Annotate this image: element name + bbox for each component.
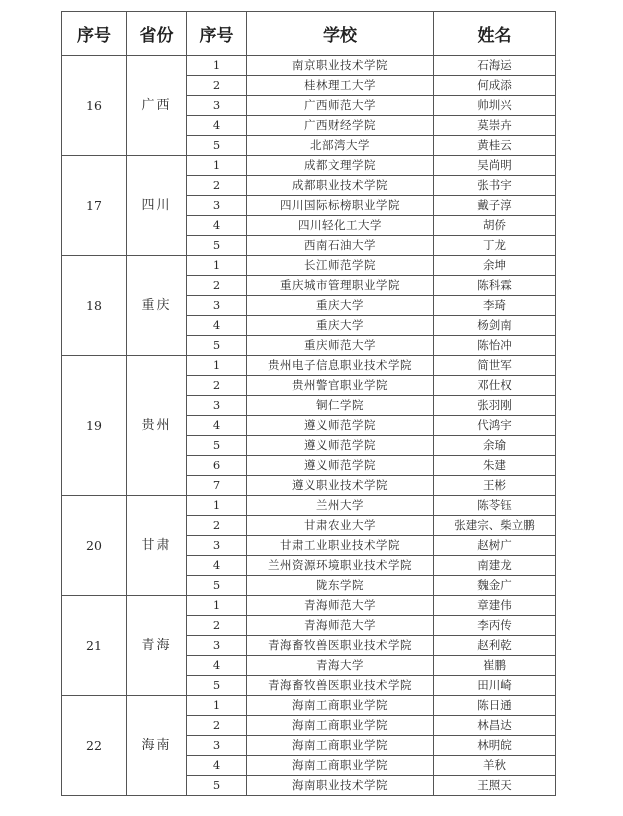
person-name-cell: 张建宗、柴立鹏: [434, 516, 556, 536]
header-name: 姓名: [434, 12, 556, 56]
person-name-cell: 陈日通: [434, 696, 556, 716]
row-number-cell: 5: [187, 776, 247, 796]
row-number-cell: 2: [187, 176, 247, 196]
row-number-cell: 3: [187, 196, 247, 216]
person-name-cell: 王彬: [434, 476, 556, 496]
school-cell: 陇东学院: [247, 576, 434, 596]
table-row: [62, 496, 556, 516]
row-number-cell: 1: [187, 696, 247, 716]
row-number-cell: 7: [187, 476, 247, 496]
person-name-cell: 余瑜: [434, 436, 556, 456]
table-header: [62, 12, 556, 56]
school-cell: 成都职业技术学院: [247, 176, 434, 196]
row-number-cell: 1: [187, 496, 247, 516]
table-row: [62, 696, 556, 716]
school-cell: 四川国际标榜职业学院: [247, 196, 434, 216]
school-cell: 遵义师范学院: [247, 416, 434, 436]
person-name-cell: 陈科霖: [434, 276, 556, 296]
person-name-cell: 南建龙: [434, 556, 556, 576]
person-name-cell: 李丙传: [434, 616, 556, 636]
table-row: [62, 596, 556, 616]
school-cell: 南京职业技术学院: [247, 56, 434, 76]
province-cell: 广西: [127, 56, 187, 156]
school-cell: 贵州电子信息职业技术学院: [247, 356, 434, 376]
province-cell: 四川: [127, 156, 187, 256]
person-name-cell: 帅圳兴: [434, 96, 556, 116]
group-number-cell: 17: [62, 156, 127, 256]
table-body: [62, 56, 556, 796]
person-name-cell: 黄桂云: [434, 136, 556, 156]
row-number-cell: 3: [187, 396, 247, 416]
row-number-cell: 3: [187, 96, 247, 116]
header-province: 省份: [127, 12, 187, 56]
group-number-cell: 22: [62, 696, 127, 796]
school-cell: 甘肃农业大学: [247, 516, 434, 536]
row-number-cell: 4: [187, 316, 247, 336]
row-number-cell: 1: [187, 256, 247, 276]
row-number-cell: 1: [187, 356, 247, 376]
row-number-cell: 5: [187, 136, 247, 156]
row-number-cell: 2: [187, 76, 247, 96]
school-cell: 海南职业技术学院: [247, 776, 434, 796]
school-cell: 青海大学: [247, 656, 434, 676]
person-name-cell: 戴子淳: [434, 196, 556, 216]
school-cell: 青海师范大学: [247, 596, 434, 616]
row-number-cell: 5: [187, 236, 247, 256]
group-number-cell: 21: [62, 596, 127, 696]
school-cell: 兰州大学: [247, 496, 434, 516]
school-cell: 青海畜牧兽医职业技术学院: [247, 636, 434, 656]
header-school: 学校: [247, 12, 434, 56]
group-number-cell: 20: [62, 496, 127, 596]
person-name-cell: 余坤: [434, 256, 556, 276]
school-cell: 海南工商职业学院: [247, 736, 434, 756]
school-cell: 青海师范大学: [247, 616, 434, 636]
group-number-cell: 18: [62, 256, 127, 356]
person-name-cell: 石海运: [434, 56, 556, 76]
person-name-cell: 魏金广: [434, 576, 556, 596]
row-number-cell: 4: [187, 216, 247, 236]
person-name-cell: 简世军: [434, 356, 556, 376]
row-number-cell: 4: [187, 556, 247, 576]
row-number-cell: 4: [187, 756, 247, 776]
person-name-cell: 张书宇: [434, 176, 556, 196]
row-number-cell: 6: [187, 456, 247, 476]
person-name-cell: 张羽刚: [434, 396, 556, 416]
school-cell: 重庆大学: [247, 296, 434, 316]
person-name-cell: 赵利乾: [434, 636, 556, 656]
person-name-cell: 丁龙: [434, 236, 556, 256]
table-row: [62, 256, 556, 276]
row-number-cell: 4: [187, 416, 247, 436]
school-cell: 铜仁学院: [247, 396, 434, 416]
row-number-cell: 1: [187, 56, 247, 76]
table-row: [62, 356, 556, 376]
header-row: [62, 12, 556, 56]
person-name-cell: 羊秋: [434, 756, 556, 776]
school-cell: 兰州资源环境职业技术学院: [247, 556, 434, 576]
school-cell: 长江师范学院: [247, 256, 434, 276]
row-number-cell: 5: [187, 576, 247, 596]
table-row: [62, 156, 556, 176]
person-name-cell: 崔鹏: [434, 656, 556, 676]
school-cell: 贵州警官职业学院: [247, 376, 434, 396]
school-cell: 北部湾大学: [247, 136, 434, 156]
row-number-cell: 2: [187, 376, 247, 396]
row-number-cell: 5: [187, 336, 247, 356]
school-cell: 海南工商职业学院: [247, 696, 434, 716]
row-number-cell: 3: [187, 536, 247, 556]
row-number-cell: 2: [187, 616, 247, 636]
header-row-number: 序号: [187, 12, 247, 56]
person-name-cell: 邓仕权: [434, 376, 556, 396]
school-cell: 遵义职业技术学院: [247, 476, 434, 496]
group-number-cell: 19: [62, 356, 127, 496]
school-cell: 青海畜牧兽医职业技术学院: [247, 676, 434, 696]
row-number-cell: 2: [187, 276, 247, 296]
person-name-cell: 陈怡冲: [434, 336, 556, 356]
person-name-cell: 朱建: [434, 456, 556, 476]
row-number-cell: 5: [187, 436, 247, 456]
person-name-cell: 陈苓钰: [434, 496, 556, 516]
school-cell: 遵义师范学院: [247, 436, 434, 456]
person-name-cell: 何成添: [434, 76, 556, 96]
province-cell: 青海: [127, 596, 187, 696]
person-name-cell: 李琦: [434, 296, 556, 316]
province-cell: 海南: [127, 696, 187, 796]
person-name-cell: 莫崇卉: [434, 116, 556, 136]
roster-table: [61, 11, 556, 796]
row-number-cell: 5: [187, 676, 247, 696]
person-name-cell: 赵树广: [434, 536, 556, 556]
school-cell: 广西师范大学: [247, 96, 434, 116]
person-name-cell: 胡侨: [434, 216, 556, 236]
person-name-cell: 田川崎: [434, 676, 556, 696]
school-cell: 甘肃工业职业技术学院: [247, 536, 434, 556]
school-cell: 四川轻化工大学: [247, 216, 434, 236]
school-cell: 重庆城市管理职业学院: [247, 276, 434, 296]
table-row: [62, 56, 556, 76]
province-cell: 重庆: [127, 256, 187, 356]
province-cell: 贵州: [127, 356, 187, 496]
row-number-cell: 1: [187, 596, 247, 616]
school-cell: 海南工商职业学院: [247, 756, 434, 776]
row-number-cell: 3: [187, 736, 247, 756]
person-name-cell: 代鸿宇: [434, 416, 556, 436]
province-cell: 甘肃: [127, 496, 187, 596]
person-name-cell: 章建伟: [434, 596, 556, 616]
school-cell: 广西财经学院: [247, 116, 434, 136]
person-name-cell: 吴尚明: [434, 156, 556, 176]
header-group-number: 序号: [62, 12, 127, 56]
school-cell: 海南工商职业学院: [247, 716, 434, 736]
person-name-cell: 林明皖: [434, 736, 556, 756]
school-cell: 桂林理工大学: [247, 76, 434, 96]
person-name-cell: 王照天: [434, 776, 556, 796]
row-number-cell: 4: [187, 656, 247, 676]
school-cell: 重庆师范大学: [247, 336, 434, 356]
row-number-cell: 3: [187, 636, 247, 656]
row-number-cell: 3: [187, 296, 247, 316]
group-number-cell: 16: [62, 56, 127, 156]
person-name-cell: 林昌达: [434, 716, 556, 736]
school-cell: 遵义师范学院: [247, 456, 434, 476]
school-cell: 成都文理学院: [247, 156, 434, 176]
school-cell: 重庆大学: [247, 316, 434, 336]
person-name-cell: 杨剑南: [434, 316, 556, 336]
row-number-cell: 4: [187, 116, 247, 136]
row-number-cell: 2: [187, 516, 247, 536]
school-cell: 西南石油大学: [247, 236, 434, 256]
row-number-cell: 1: [187, 156, 247, 176]
row-number-cell: 2: [187, 716, 247, 736]
